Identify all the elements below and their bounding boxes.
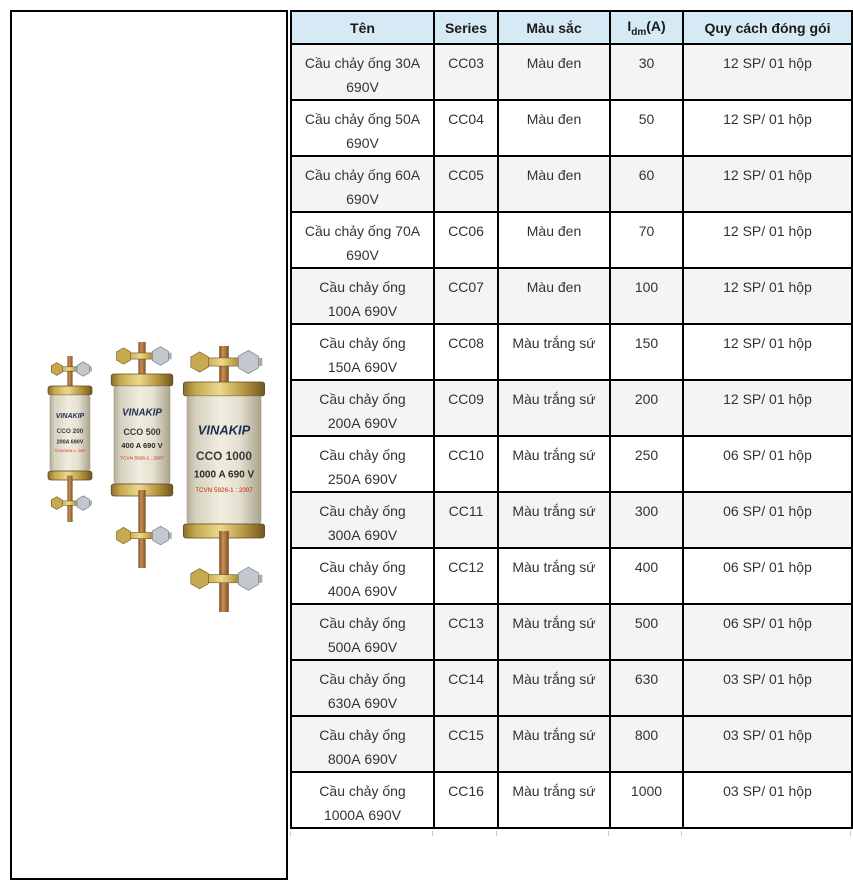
current-unit: (A) <box>646 17 666 34</box>
fuse-bottom-terminal <box>191 531 263 612</box>
cell-name: Cầu chảy ống 400A 690V <box>291 548 434 604</box>
cutoff-cell <box>682 831 851 836</box>
cell-series: CC12 <box>434 548 498 604</box>
table-wrap <box>290 10 851 836</box>
cell-idm: 200 <box>610 380 683 436</box>
cell-name: Cầu chảy ống 100A 690V <box>291 268 434 324</box>
copper-blade-bottom <box>67 476 72 523</box>
cell-name: Cầu chảy ống 250A 690V <box>291 436 434 492</box>
cell-name: Cầu chảy ống 1000A 690V <box>291 772 434 828</box>
cell-color: Màu đen <box>498 268 610 324</box>
table-body <box>291 44 852 828</box>
col-header-series: Series <box>434 11 498 44</box>
fuse-brand-text: VINAKIP <box>197 422 251 438</box>
cell-packing: 06 SP/ 01 hộp <box>683 436 852 492</box>
steel-nut <box>152 526 168 545</box>
fuse-rating-text: 400 A 690 V <box>121 441 163 451</box>
cell-name: Cầu chảy ống 150A 690V <box>291 324 434 380</box>
copper-blade-top <box>67 356 72 391</box>
table-row <box>291 772 852 828</box>
cell-series: CC10 <box>434 436 498 492</box>
fuse-standard-text: TCVN 5926-1 : 2007 <box>120 456 164 462</box>
cell-name: Cầu chảy ống 30A 690V <box>291 44 434 100</box>
cell-series: CC03 <box>434 44 498 100</box>
cell-color: Màu trắng sứ <box>498 604 610 660</box>
fuse-illustration <box>38 352 102 528</box>
fuse-brand-text: VINAKIP <box>55 412 85 420</box>
fuse-brand-text: VINAKIP <box>122 407 162 419</box>
col-header-color: Màu sắc <box>498 11 610 44</box>
col-header-packing: Quy cách đóng gói <box>683 11 852 44</box>
cell-packing: 12 SP/ 01 hộp <box>683 100 852 156</box>
steel-nut <box>77 362 89 376</box>
cell-idm: 60 <box>610 156 683 212</box>
cell-packing: 06 SP/ 01 hộp <box>683 492 852 548</box>
cell-idm: 500 <box>610 604 683 660</box>
cell-color: Màu trắng sứ <box>498 380 610 436</box>
cell-color: Màu trắng sứ <box>498 716 610 772</box>
cell-series: CC09 <box>434 380 498 436</box>
cell-series: CC07 <box>434 268 498 324</box>
table-row <box>291 548 852 604</box>
fuse-model-text: CCO 500 <box>123 427 161 437</box>
cell-name: Cầu chảy ống 70A 690V <box>291 212 434 268</box>
fuse-photo-large <box>172 342 276 618</box>
cell-idm: 630 <box>610 660 683 716</box>
cell-color: Màu trắng sứ <box>498 492 610 548</box>
table-row <box>291 492 852 548</box>
brass-nut <box>51 497 62 510</box>
cell-packing: 12 SP/ 01 hộp <box>683 212 852 268</box>
current-subscript: dm <box>631 26 647 38</box>
product-panel <box>10 10 288 880</box>
brass-nut <box>51 363 62 376</box>
copper-blade-bottom <box>219 531 229 612</box>
fuse-bottom-terminal <box>51 476 92 523</box>
cutoff-cell <box>497 831 609 836</box>
cell-series: CC16 <box>434 772 498 828</box>
cell-name: Cầu chảy ống 200A 690V <box>291 380 434 436</box>
table-row <box>291 212 852 268</box>
table-row <box>291 44 852 100</box>
cell-color: Màu đen <box>498 212 610 268</box>
cell-packing: 03 SP/ 01 hộp <box>683 660 852 716</box>
product-image <box>24 324 276 624</box>
fuse-illustration <box>172 342 276 618</box>
steel-nut <box>152 347 168 366</box>
cell-packing: 12 SP/ 01 hộp <box>683 268 852 324</box>
fuse-rating-text: 200A 690V <box>56 439 84 446</box>
cell-color: Màu trắng sứ <box>498 436 610 492</box>
steel-nut <box>238 567 258 590</box>
cell-idm: 800 <box>610 716 683 772</box>
fuse-model-text: CCO 200 <box>56 428 84 435</box>
current-symbol: I <box>627 17 632 34</box>
steel-nut <box>238 350 258 373</box>
cell-color: Màu đen <box>498 156 610 212</box>
fuse-model-text: CCO 1000 <box>196 449 252 463</box>
cell-name: Cầu chảy ống 800A 690V <box>291 716 434 772</box>
spec-table <box>290 10 853 829</box>
cell-series: CC06 <box>434 212 498 268</box>
cell-idm: 70 <box>610 212 683 268</box>
cell-color: Màu trắng sứ <box>498 548 610 604</box>
cell-color: Màu trắng sứ <box>498 324 610 380</box>
fuse-standard-text: TCVN 5926-1 : 2007 <box>195 487 253 494</box>
fuse-bottom-terminal <box>117 490 172 568</box>
cell-name: Cầu chảy ống 500A 690V <box>291 604 434 660</box>
cutoff-next-table-strip <box>290 831 851 836</box>
table-row <box>291 436 852 492</box>
cell-packing: 12 SP/ 01 hộp <box>683 156 852 212</box>
cell-idm: 1000 <box>610 772 683 828</box>
table-row <box>291 156 852 212</box>
cell-packing: 12 SP/ 01 hộp <box>683 44 852 100</box>
col-header-name: Tên <box>291 11 434 44</box>
cell-name: Cầu chảy ống 300A 690V <box>291 492 434 548</box>
fuse-cap-top <box>111 374 173 386</box>
cell-color: Màu đen <box>498 44 610 100</box>
cell-color: Màu trắng sứ <box>498 660 610 716</box>
cell-series: CC05 <box>434 156 498 212</box>
cell-color: Màu trắng sứ <box>498 772 610 828</box>
cell-idm: 100 <box>610 268 683 324</box>
brass-nut <box>191 569 209 589</box>
cell-idm: 30 <box>610 44 683 100</box>
cell-idm: 50 <box>610 100 683 156</box>
table-row <box>291 380 852 436</box>
table-row <box>291 324 852 380</box>
cell-series: CC08 <box>434 324 498 380</box>
cutoff-cell <box>433 831 497 836</box>
cell-name: Cầu chảy ống 60A 690V <box>291 156 434 212</box>
cell-packing: 03 SP/ 01 hộp <box>683 772 852 828</box>
cell-packing: 06 SP/ 01 hộp <box>683 548 852 604</box>
cell-packing: 06 SP/ 01 hộp <box>683 604 852 660</box>
cell-name: Cầu chảy ống 630A 690V <box>291 660 434 716</box>
table-header-row <box>291 11 852 44</box>
cell-idm: 250 <box>610 436 683 492</box>
steel-nut <box>77 496 89 510</box>
cell-packing: 12 SP/ 01 hộp <box>683 380 852 436</box>
table-row <box>291 100 852 156</box>
cell-series: CC11 <box>434 492 498 548</box>
cell-packing: 03 SP/ 01 hộp <box>683 716 852 772</box>
brass-nut <box>117 527 131 543</box>
cell-series: CC14 <box>434 660 498 716</box>
fuse-cap-top <box>48 386 92 395</box>
fuse-cap-top <box>183 382 264 396</box>
cell-series: CC15 <box>434 716 498 772</box>
cell-series: CC04 <box>434 100 498 156</box>
table-row <box>291 660 852 716</box>
table-row <box>291 604 852 660</box>
col-header-current <box>610 11 683 44</box>
table-row <box>291 268 852 324</box>
brass-nut <box>117 348 131 364</box>
cell-name: Cầu chảy ống 50A 690V <box>291 100 434 156</box>
table-row <box>291 716 852 772</box>
brass-nut <box>191 352 209 372</box>
cell-idm: 150 <box>610 324 683 380</box>
fuse-standard-text: TCVN 5926-1 : 2007 <box>53 449 87 453</box>
fuse-rating-text: 1000 A 690 V <box>193 469 255 481</box>
cell-packing: 12 SP/ 01 hộp <box>683 324 852 380</box>
fuse-photo-small <box>38 352 102 528</box>
cutoff-cell <box>609 831 682 836</box>
cutoff-cell <box>290 831 433 836</box>
cell-color: Màu đen <box>498 100 610 156</box>
copper-blade-bottom <box>138 490 145 568</box>
cell-idm: 400 <box>610 548 683 604</box>
cell-idm: 300 <box>610 492 683 548</box>
fuse-top-terminal <box>51 356 92 391</box>
cell-series: CC13 <box>434 604 498 660</box>
